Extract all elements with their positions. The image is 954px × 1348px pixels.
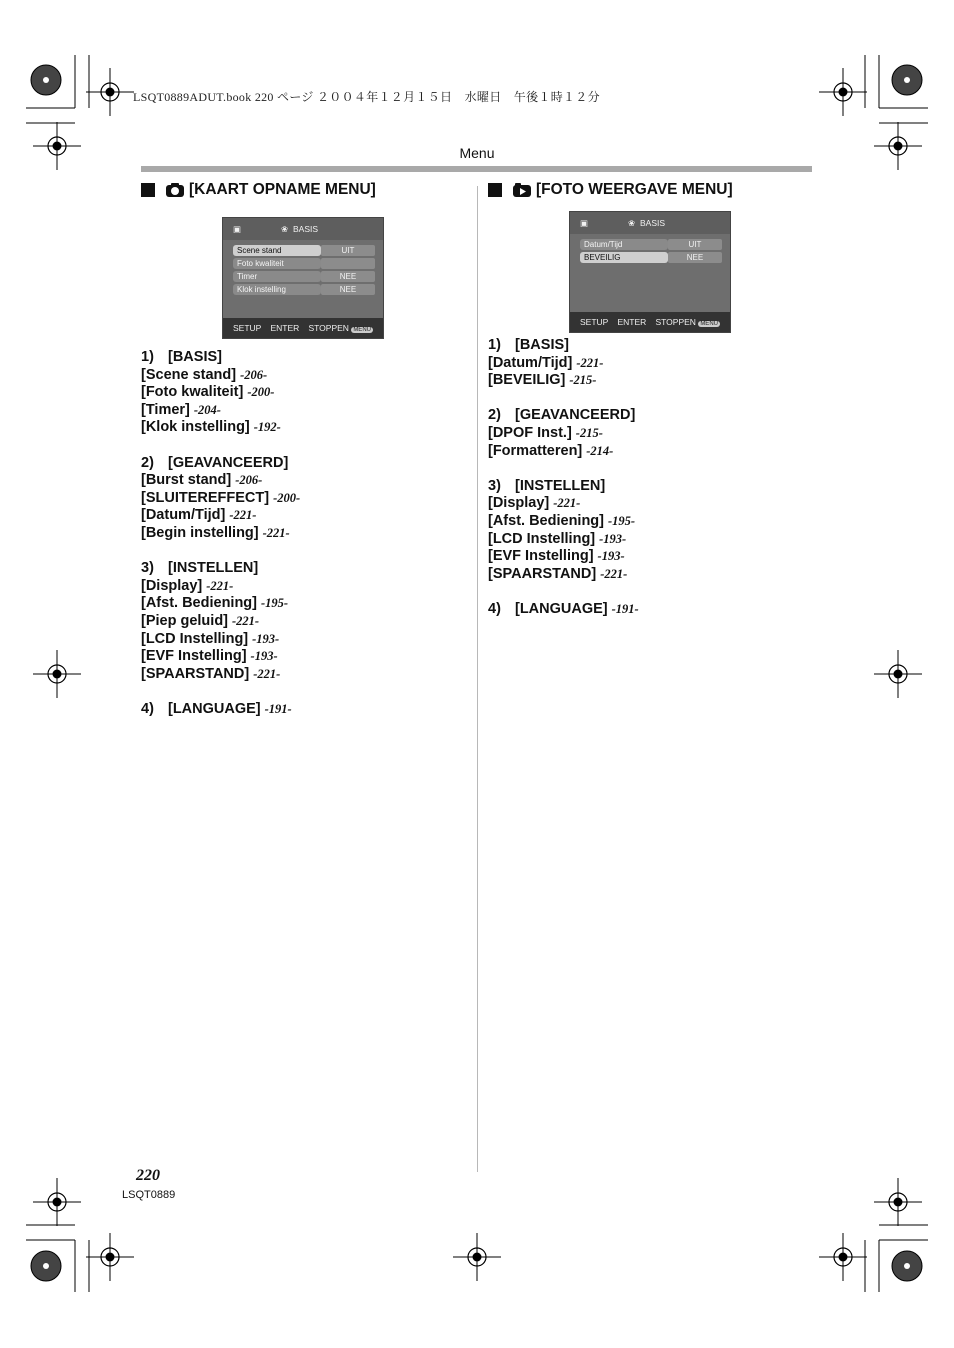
screen-footer: SETUP ENTER STOPPEN MENU <box>223 318 383 338</box>
list-item: [Afst. Bediening] -195- <box>141 595 289 612</box>
bullet-square-icon <box>141 183 155 197</box>
section-heading: 4) [LANGUAGE] -191- <box>488 600 639 617</box>
print-info-line: LSQT0889ADUT.book 220 ページ ２００４年１２月１５日 水曜日 午後１時１２分 <box>133 90 600 104</box>
list-item: [LCD Instelling] -193- <box>488 530 627 547</box>
column-divider <box>477 186 478 1172</box>
right-section-title <box>488 181 733 199</box>
run-icon: ❀ <box>628 218 636 228</box>
list-item: [Scene stand] -206- <box>141 366 268 383</box>
right-title-text: [FOTO WEERGAVE MENU] <box>536 181 733 198</box>
page-number: 220 <box>136 1167 160 1184</box>
left-title-text: [KAART OPNAME MENU] <box>189 181 376 198</box>
list-item: [EVF Instelling] -193- <box>488 548 625 565</box>
section-heading: 2) [GEAVANCEERD] <box>488 407 636 424</box>
list-item: [Afst. Bediening] -195- <box>488 512 636 529</box>
screen-row: Scene stand UIT <box>233 245 375 257</box>
screen-row: Foto kwaliteit <box>233 258 375 270</box>
list-item: [Display] -221- <box>488 495 581 512</box>
playback-icon <box>512 182 532 198</box>
model-code: LSQT0889 <box>122 1189 176 1201</box>
list-item: [Piep geluid] -221- <box>141 612 260 629</box>
screen-footer: SETUP ENTER STOPPEN MENU <box>570 312 730 332</box>
list-item: [Klok instelling] -192- <box>141 419 281 436</box>
list-item: [SPAARSTAND] -221- <box>141 665 281 682</box>
list-item: [SLUITEREFFECT] -200- <box>141 489 301 506</box>
bullet-square-icon <box>488 183 502 197</box>
screen-row: Datum/Tijd UIT <box>580 239 722 251</box>
left-section-title <box>141 181 376 199</box>
header-rule <box>141 166 812 172</box>
list-item: [Datum/Tijd] -221- <box>488 354 604 371</box>
list-item: [Foto kwaliteit] -200- <box>141 384 275 401</box>
list-item: [Timer] -204- <box>141 401 221 418</box>
section-heading: 3) [INSTELLEN] <box>488 477 606 494</box>
list-item: [EVF Instelling] -193- <box>141 648 278 665</box>
playback-small-icon: ▣ <box>580 218 589 228</box>
list-item: [LCD Instelling] -193- <box>141 630 280 647</box>
list-item: [DPOF Inst.] -215- <box>488 424 603 441</box>
screen-row: Klok instelling NEE <box>233 284 375 296</box>
screen-tab-label: BASIS <box>640 218 666 228</box>
right-menu-list <box>488 337 639 619</box>
star-target-icon <box>31 65 61 95</box>
section-heading: 3) [INSTELLEN] <box>141 560 259 577</box>
screen-tab-label: BASIS <box>293 224 319 234</box>
section-heading: 1) [BASIS] <box>141 349 222 365</box>
list-item: [Burst stand] -206- <box>141 472 263 489</box>
left-menu-list <box>141 349 300 718</box>
section-heading: 4) [LANGUAGE] -191- <box>141 700 292 717</box>
list-item: [SPAARSTAND] -221- <box>488 565 628 582</box>
list-item: [Display] -221- <box>141 577 234 594</box>
camera-small-icon: ▣ <box>233 224 242 234</box>
screen-row: BEVEILIG NEE <box>580 252 722 264</box>
left-menu-screenshot <box>222 217 384 339</box>
camera-icon <box>165 182 185 198</box>
right-menu-screenshot <box>569 211 731 333</box>
list-item: [Begin instelling] -221- <box>141 524 290 541</box>
list-item: [Datum/Tijd] -221- <box>141 507 257 524</box>
section-heading: 2) [GEAVANCEERD] <box>141 454 289 471</box>
list-item: [Formatteren] -214- <box>488 442 614 459</box>
run-icon: ❀ <box>281 224 289 234</box>
section-heading: 1) [BASIS] <box>488 337 569 353</box>
list-item: [BEVEILIG] -215- <box>488 372 597 389</box>
screen-row: Timer NEE <box>233 271 375 283</box>
page-header: Menu <box>459 145 495 161</box>
